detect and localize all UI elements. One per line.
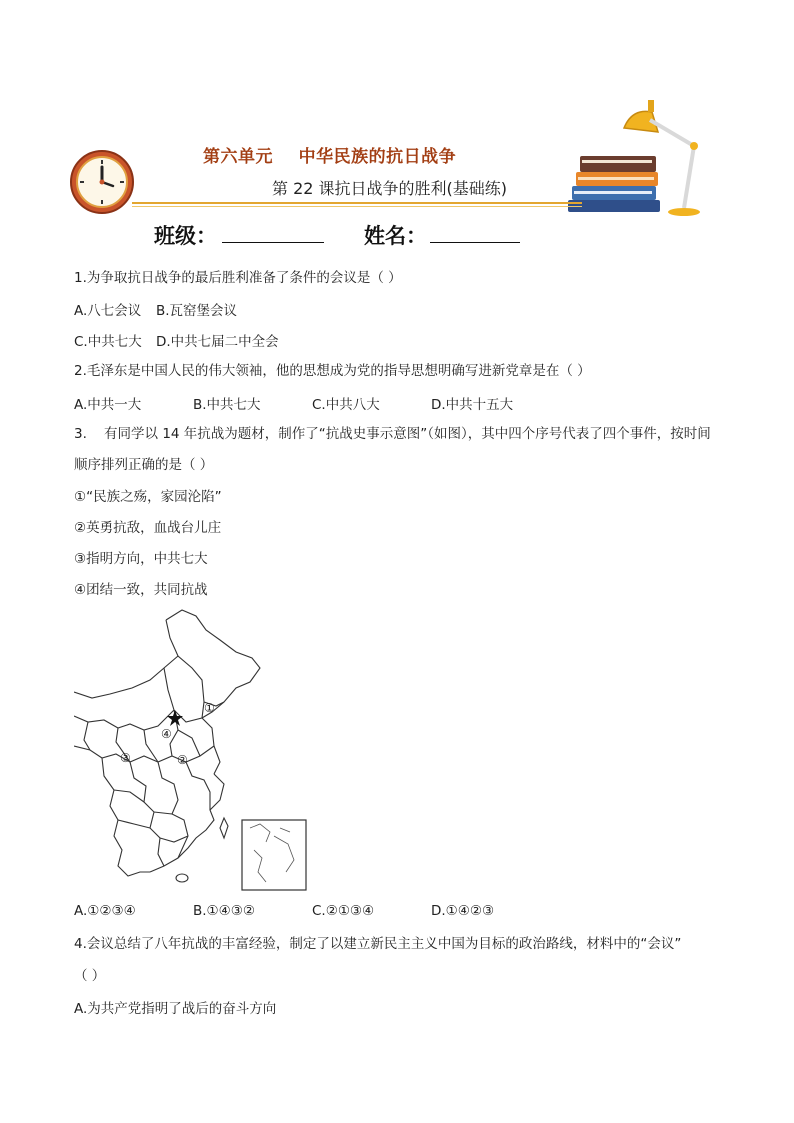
name-blank[interactable] bbox=[430, 242, 520, 243]
clock-icon bbox=[68, 148, 138, 216]
question-2-option-b[interactable]: B.中共七大 bbox=[193, 397, 261, 413]
question-1-option-b[interactable]: B.瓦窑堡会议 bbox=[156, 303, 238, 319]
question-3-event-4: ④团结一致，共同抗战 bbox=[74, 582, 208, 598]
china-outline-map bbox=[74, 606, 310, 892]
question-2-option-d[interactable]: D.中共十五大 bbox=[431, 397, 514, 413]
lamp-and-books-icon bbox=[566, 98, 706, 220]
map-mark-2: ② bbox=[177, 753, 188, 767]
question-3-option-a[interactable]: A.①②③④ bbox=[74, 903, 136, 919]
question-3-option-d[interactable]: D.①④②③ bbox=[431, 903, 495, 919]
question-3-event-2: ②英勇抗敌，血战台儿庄 bbox=[74, 520, 222, 536]
lesson-title: 第 22 课抗日战争的胜利(基础练) bbox=[272, 179, 508, 198]
class-blank[interactable] bbox=[222, 242, 324, 243]
question-1-option-c[interactable]: C.中共七大 bbox=[74, 334, 142, 350]
name-label: 姓名： bbox=[364, 224, 427, 248]
question-2-option-c[interactable]: C.中共八大 bbox=[312, 397, 380, 413]
question-4-stem-line-1: 4.会议总结了八年抗战的丰富经验，制定了以建立新民主主义中国为目标的政治路线，材料中的“会议” bbox=[74, 936, 682, 952]
map-mark-4: ④ bbox=[161, 727, 172, 741]
question-1-stem: 1.为争取抗日战争的最后胜利准备了条件的会议是（ ） bbox=[74, 270, 402, 286]
question-3-stem-line-1: 3. 有同学以 14 年抗战为题材，制作了“抗战史事示意图”（如图），其中四个序号代表了四个事件，按时间 bbox=[74, 426, 711, 442]
question-3-option-b[interactable]: B.①④③② bbox=[193, 903, 255, 919]
unit-title: 第六单元 中华民族的抗日战争 bbox=[203, 147, 457, 167]
question-4-option-a[interactable]: A.为共产党指明了战后的奋斗方向 bbox=[74, 1001, 277, 1017]
question-3-option-c[interactable]: C.②①③④ bbox=[312, 903, 375, 919]
map-mark-1: ① bbox=[204, 701, 215, 715]
header-rule bbox=[132, 202, 582, 204]
map-mark-3: ③ bbox=[120, 751, 131, 765]
question-3-event-1: ①“民族之殇，家园沦陷” bbox=[74, 489, 222, 505]
question-2-option-a[interactable]: A.中共一大 bbox=[74, 397, 142, 413]
question-2-stem: 2.毛泽东是中国人民的伟大领袖，他的思想成为党的指导思想明确写进新党章是在（ ） bbox=[74, 363, 591, 379]
question-3-event-3: ③指明方向，中共七大 bbox=[74, 551, 208, 567]
question-1-option-a[interactable]: A.八七会议 bbox=[74, 303, 142, 319]
question-3-stem-line-2: 顺序排列正确的是（ ） bbox=[74, 457, 214, 473]
question-1-option-d[interactable]: D.中共七届二中全会 bbox=[156, 334, 279, 350]
question-4-stem-line-2: （ ） bbox=[74, 968, 106, 984]
class-label: 班级： bbox=[154, 224, 217, 248]
header-rule-thin bbox=[132, 206, 582, 207]
